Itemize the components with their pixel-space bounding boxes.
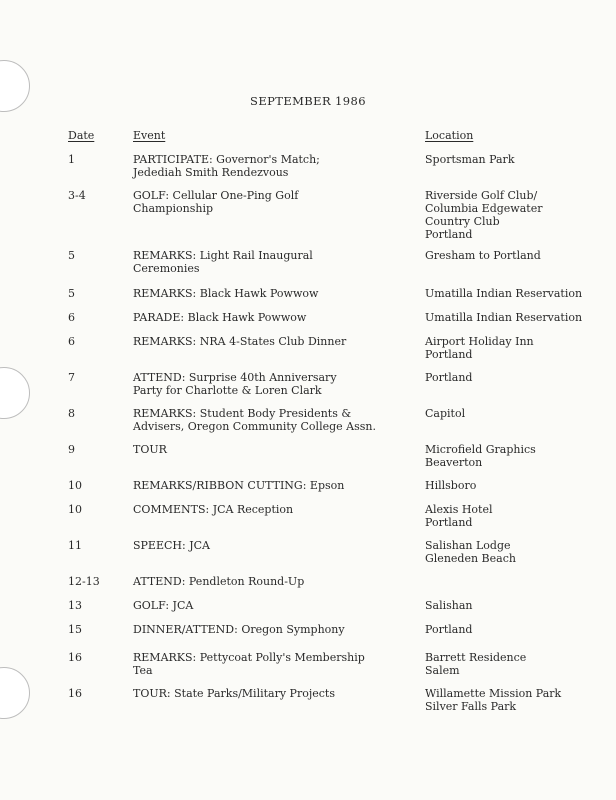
location-line: Barrett Residence [425, 651, 527, 664]
location-line: Riverside Golf Club/ [425, 189, 538, 202]
row-location [425, 443, 610, 469]
row-location [425, 249, 610, 262]
punch-hole-middle [0, 367, 30, 419]
location-line: Portland [425, 516, 473, 529]
row-date: 11 [68, 539, 82, 552]
row-location [425, 503, 610, 529]
location-column-header: Location [425, 129, 474, 142]
row-location [425, 599, 610, 612]
row-location [425, 651, 610, 677]
event-line: SPEECH: JCA [133, 539, 210, 552]
row-date: 10 [68, 503, 82, 516]
row-event [133, 287, 418, 300]
row-location [425, 479, 610, 492]
event-line: REMARKS: Student Body Presidents & [133, 407, 352, 420]
event-line: REMARKS: Light Rail Inaugural [133, 249, 313, 262]
location-line: Gresham to Portland [425, 249, 541, 262]
location-line: Capitol [425, 407, 466, 420]
event-line: ATTEND: Surprise 40th Anniversary [133, 371, 337, 384]
row-event [133, 539, 418, 552]
row-date: 12-13 [68, 575, 100, 588]
event-line: PARADE: Black Hawk Powwow [133, 311, 307, 324]
row-date: 16 [68, 651, 82, 664]
event-line: Championship [133, 202, 214, 215]
row-location [425, 311, 610, 324]
location-line: Umatilla Indian Reservation [425, 311, 583, 324]
location-line: Airport Holiday Inn [425, 335, 534, 348]
date-column-header: Date [68, 129, 95, 142]
event-column-header: Event [133, 129, 166, 142]
location-line: Portland [425, 623, 473, 636]
event-line: GOLF: Cellular One-Ping Golf [133, 189, 299, 202]
row-event [133, 575, 418, 588]
location-line: Silver Falls Park [425, 700, 517, 713]
row-location [425, 371, 610, 384]
punch-hole-bottom [0, 667, 30, 719]
location-line: Portland [425, 371, 473, 384]
row-location [425, 287, 610, 300]
row-event [133, 371, 418, 397]
location-line: Hillsboro [425, 479, 477, 492]
row-location [425, 687, 610, 713]
row-event [133, 335, 418, 348]
location-line: Salishan [425, 599, 473, 612]
event-line: Ceremonies [133, 262, 200, 275]
row-location [425, 407, 610, 420]
event-line: COMMENTS: JCA Reception [133, 503, 294, 516]
row-date: 6 [68, 335, 75, 348]
event-line: ATTEND: Pendleton Round-Up [133, 575, 305, 588]
location-line: Umatilla Indian Reservation [425, 287, 583, 300]
row-event [133, 407, 418, 433]
row-location [425, 335, 610, 361]
row-date: 9 [68, 443, 75, 456]
location-line: Portland [425, 348, 473, 361]
location-line: Microfield Graphics [425, 443, 536, 456]
page-title: SEPTEMBER 1986 [250, 94, 366, 108]
row-date: 15 [68, 623, 82, 636]
event-line: PARTICIPATE: Governor's Match; [133, 153, 320, 166]
location-line: Sportsman Park [425, 153, 515, 166]
row-location [425, 623, 610, 636]
row-event [133, 687, 418, 700]
row-location [425, 189, 610, 241]
location-line: Portland [425, 228, 473, 241]
location-line: Alexis Hotel [425, 503, 493, 516]
row-date: 5 [68, 249, 75, 262]
location-line: Salishan Lodge [425, 539, 511, 552]
row-event [133, 503, 418, 516]
event-line: TOUR: State Parks/Military Projects [133, 687, 335, 700]
row-date: 5 [68, 287, 75, 300]
event-line: GOLF: JCA [133, 599, 194, 612]
location-line: Country Club [425, 215, 500, 228]
row-event [133, 249, 418, 275]
event-line: REMARKS/RIBBON CUTTING: Epson [133, 479, 345, 492]
row-event [133, 153, 418, 179]
event-line: REMARKS: Pettycoat Polly's Membership [133, 651, 365, 664]
event-line: Party for Charlotte & Loren Clark [133, 384, 322, 397]
event-line: REMARKS: NRA 4-States Club Dinner [133, 335, 347, 348]
location-line: Columbia Edgewater [425, 202, 543, 215]
event-line: TOUR [133, 443, 167, 456]
row-date: 8 [68, 407, 75, 420]
row-date: 3-4 [68, 189, 86, 202]
row-date: 10 [68, 479, 82, 492]
row-event [133, 651, 418, 677]
row-event [133, 443, 418, 456]
location-line: Beaverton [425, 456, 483, 469]
location-line: Willamette Mission Park [425, 687, 562, 700]
row-date: 7 [68, 371, 75, 384]
location-line: Gleneden Beach [425, 552, 516, 565]
event-line: Jedediah Smith Rendezvous [133, 166, 289, 179]
event-line: REMARKS: Black Hawk Powwow [133, 287, 319, 300]
event-line: Advisers, Oregon Community College Assn. [133, 420, 376, 433]
row-date: 6 [68, 311, 75, 324]
event-line: Tea [133, 664, 153, 677]
row-event [133, 311, 418, 324]
event-line: DINNER/ATTEND: Oregon Symphony [133, 623, 345, 636]
row-event [133, 479, 418, 492]
row-event [133, 599, 418, 612]
row-event [133, 623, 418, 636]
location-line: Salem [425, 664, 460, 677]
row-date: 1 [68, 153, 75, 166]
row-location [425, 153, 610, 166]
row-location [425, 539, 610, 565]
row-date: 13 [68, 599, 82, 612]
row-event [133, 189, 418, 215]
row-date: 16 [68, 687, 82, 700]
